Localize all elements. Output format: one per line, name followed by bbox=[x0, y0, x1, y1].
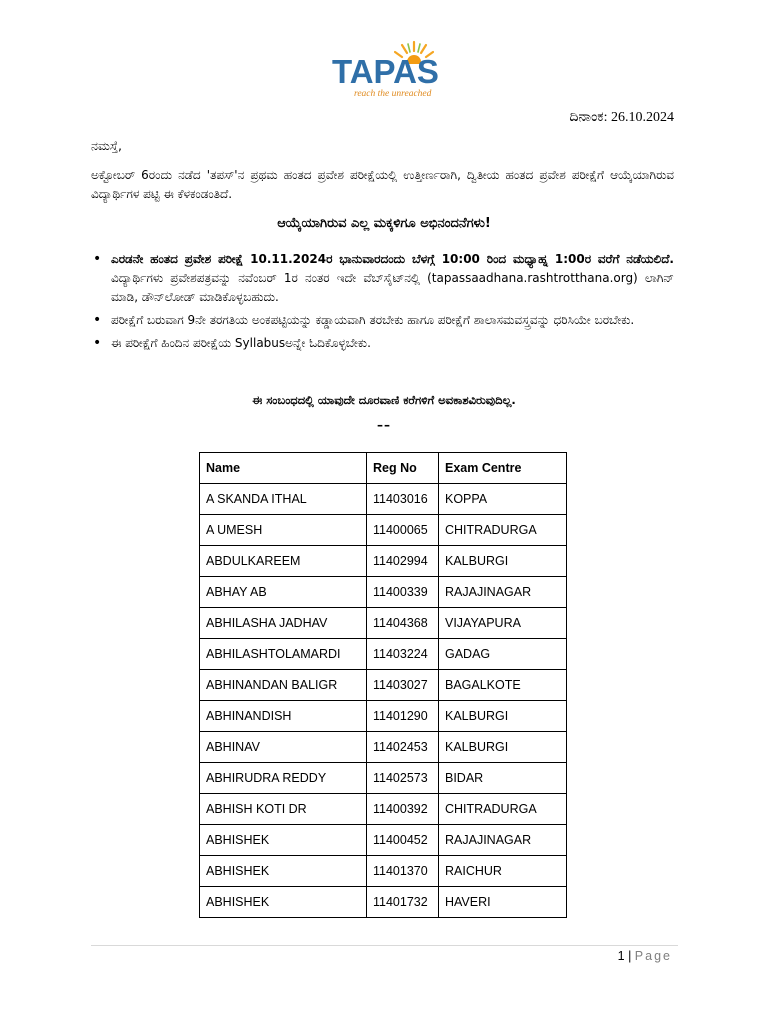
logo-tagline: reach the unreached bbox=[354, 89, 432, 99]
table-row bbox=[200, 577, 567, 608]
table-row bbox=[200, 887, 567, 918]
cell-exam-centre: KOPPA bbox=[439, 484, 567, 515]
cell-name: ABHINANDISH bbox=[200, 701, 367, 732]
cell-reg-no: 11402994 bbox=[367, 546, 439, 577]
tapas-logo bbox=[332, 40, 438, 102]
page-footer bbox=[618, 949, 672, 963]
cell-name: A UMESH bbox=[200, 515, 367, 546]
cell-exam-centre: CHITRADURGA bbox=[439, 515, 567, 546]
cell-reg-no: 11401370 bbox=[367, 856, 439, 887]
cell-name: ABHIRUDRA REDDY bbox=[200, 763, 367, 794]
cell-reg-no: 11400452 bbox=[367, 825, 439, 856]
cell-reg-no: 11401732 bbox=[367, 887, 439, 918]
cell-reg-no: 11403224 bbox=[367, 639, 439, 670]
cell-exam-centre: RAICHUR bbox=[439, 856, 567, 887]
table-row bbox=[200, 856, 567, 887]
instruction-item bbox=[91, 250, 674, 307]
logo-wordmark: TAPAS bbox=[332, 53, 439, 90]
table-row bbox=[200, 608, 567, 639]
intro-paragraph: ಅಕ್ಟೋಬರ್ 6ರಂದು ನಡೆದ 'ತಪಸ್'ನ ಪ್ರಥಮ ಹಂತದ ಪ್ರವೇಶ ಪರೀಕ್ಷೆಯಲ್ಲಿ ಉತ್ತೀರ್ಣರಾಗಿ, ದ್ವಿತೀಯ ಹಂತದ ಪ್ರವೇಶ ಪರೀಕ್ಷೆಗೆ ಆಯ್ಕೆಯಾಗಿರುವ ವಿದ್ಯಾರ್ಥಿಗಳ ಪಟ್ಟಿ ಈ ಕೆಳಕಂಡಂತಿದೆ. bbox=[91, 168, 674, 201]
cell-reg-no: 11402573 bbox=[367, 763, 439, 794]
cell-reg-no: 11400339 bbox=[367, 577, 439, 608]
cell-name: ABHINANDAN BALIGR bbox=[200, 670, 367, 701]
table-row bbox=[200, 515, 567, 546]
cell-reg-no: 11403027 bbox=[367, 670, 439, 701]
congratulations-heading: ಆಯ್ಕೆಯಾಗಿರುವ ಎಲ್ಲ ಮಕ್ಕಳಿಗೂ ಅಭಿನಂದನೆಗಳು! bbox=[277, 216, 491, 231]
table-header-row bbox=[200, 453, 567, 484]
separator-dash: –– bbox=[377, 418, 391, 432]
no-calls-note: ಈ ಸಂಬಂಧದಲ್ಲಿ ಯಾವುದೇ ದೂರವಾಣಿ ಕರೆಗಳಿಗೆ ಅವಕಾಶವಿರುವುದಿಲ್ಲ. bbox=[252, 393, 516, 407]
cell-exam-centre: BAGALKOTE bbox=[439, 670, 567, 701]
cell-name: ABHAY AB bbox=[200, 577, 367, 608]
cell-reg-no: 11401290 bbox=[367, 701, 439, 732]
table-row bbox=[200, 794, 567, 825]
greeting: ನಮಸ್ತೆ, bbox=[91, 138, 123, 153]
cell-name: ABHINAV bbox=[200, 732, 367, 763]
cell-reg-no: 11404368 bbox=[367, 608, 439, 639]
table-row bbox=[200, 732, 567, 763]
column-header-exam-centre: Exam Centre bbox=[439, 453, 567, 484]
cell-name: ABDULKAREEM bbox=[200, 546, 367, 577]
page-number: 1 bbox=[617, 949, 625, 963]
table-row bbox=[200, 546, 567, 577]
cell-exam-centre: RAJAJINAGAR bbox=[439, 825, 567, 856]
cell-reg-no: 11403016 bbox=[367, 484, 439, 515]
table-row bbox=[200, 670, 567, 701]
cell-exam-centre: HAVERI bbox=[439, 887, 567, 918]
column-header-reg-no: Reg No bbox=[367, 453, 439, 484]
cell-name: ABHILASHTOLAMARDI bbox=[200, 639, 367, 670]
cell-exam-centre: BIDAR bbox=[439, 763, 567, 794]
instructions-list bbox=[91, 250, 674, 357]
cell-exam-centre: KALBURGI bbox=[439, 546, 567, 577]
cell-name: ABHISHEK bbox=[200, 887, 367, 918]
cell-reg-no: 11402453 bbox=[367, 732, 439, 763]
cell-exam-centre: CHITRADURGA bbox=[439, 794, 567, 825]
cell-name: ABHISHEK bbox=[200, 825, 367, 856]
table-row bbox=[200, 484, 567, 515]
instruction-item: • ಈ ಪರೀಕ್ಷೆಗೆ ಹಿಂದಿನ ಪರೀಕ್ಷೆಯ Syllabusಅನ್ನೇ ಓದಿಕೊಳ್ಳಬೇಕು. bbox=[91, 334, 674, 353]
date-line: ದಿನಾಂಕ: 26.10.2024 bbox=[569, 110, 674, 125]
table-row bbox=[200, 763, 567, 794]
table-row bbox=[200, 701, 567, 732]
cell-exam-centre: GADAG bbox=[439, 639, 567, 670]
cell-exam-centre: KALBURGI bbox=[439, 732, 567, 763]
instruction-item: • ಪರೀಕ್ಷೆಗೆ ಬರುವಾಗ 9ನೇ ತರಗತಿಯ ಅಂಕಪಟ್ಟಿಯನ್ನು ಕಡ್ಡಾಯವಾಗಿ ತರಬೇಕು ಹಾಗೂ ಪರೀಕ್ಷೆಗೆ ಶಾಲಾಸಮವಸ್ತ್ರವನ್ನು ಧರಿಸಿಯೇ ಬರಬೇಕು. bbox=[91, 311, 674, 330]
cell-exam-centre: VIJAYAPURA bbox=[439, 608, 567, 639]
column-header-name: Name bbox=[200, 453, 367, 484]
cell-reg-no: 11400392 bbox=[367, 794, 439, 825]
cell-name: A SKANDA ITHAL bbox=[200, 484, 367, 515]
cell-name: ABHILASHA JADHAV bbox=[200, 608, 367, 639]
page-label: Page bbox=[634, 949, 672, 963]
footer-divider bbox=[91, 945, 678, 946]
cell-name: ABHISH KOTI DR bbox=[200, 794, 367, 825]
cell-exam-centre: KALBURGI bbox=[439, 701, 567, 732]
exam-date-text: ಎರಡನೇ ಹಂತದ ಪ್ರವೇಶ ಪರೀಕ್ಷೆ 10.11.2024ರ ಭಾನುವಾರದಂದು ಬೆಳಗ್ಗೆ 10:00 ರಿಂದ ಮಧ್ಯಾಹ್ನ 1:00ರ ವರೆಗೆ ನಡೆಯಲಿದೆ. bbox=[111, 252, 674, 266]
admit-card-text: ವಿದ್ಯಾರ್ಥಿಗಳು ಪ್ರವೇಶಪತ್ರವನ್ನು ನವೆಂಬರ್ 1ರ ನಂತರ ಇದೇ ವೆಬ್‌ಸೈಟ್‌ನಲ್ಲಿ (tapassaadhana.rashtrotthana.org) ಲಾಗಿನ್ ಮಾಡಿ, ಡೌನ್‌ಲೋಡ್ ಮಾಡಿಕೊಳ್ಳಬಹುದು. bbox=[111, 271, 674, 304]
table-row bbox=[200, 825, 567, 856]
footer-separator: | bbox=[628, 949, 632, 963]
cell-reg-no: 11400065 bbox=[367, 515, 439, 546]
table-row bbox=[200, 639, 567, 670]
selected-students-table bbox=[199, 452, 567, 918]
cell-exam-centre: RAJAJINAGAR bbox=[439, 577, 567, 608]
cell-name: ABHISHEK bbox=[200, 856, 367, 887]
